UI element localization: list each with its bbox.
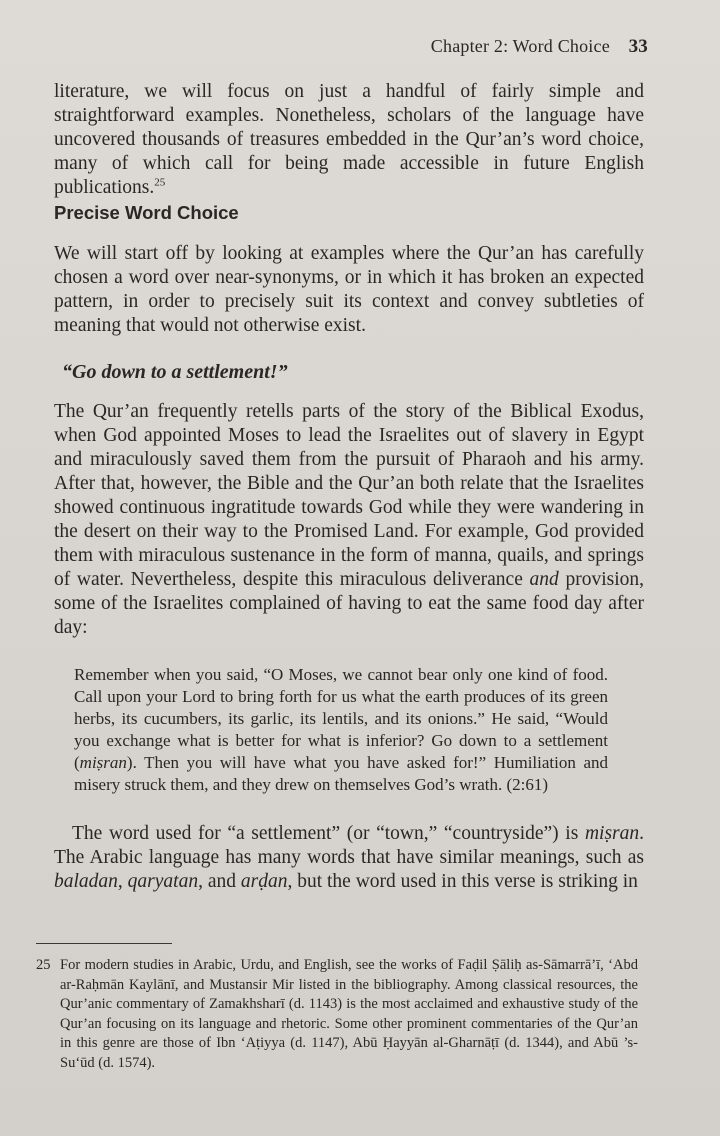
page-number: 33	[628, 36, 648, 57]
analysis-term-ardan: arḍan	[240, 871, 288, 892]
section-heading: Precise Word Choice	[54, 202, 239, 223]
footnote-divider	[36, 943, 172, 944]
analysis-text-3: , but the word used in this verse is striking in	[287, 871, 638, 892]
paragraph-exodus-text-1: The Qur’an frequently retells parts of the story of the Biblical Exodus, when God appointed Moses to lead the Israelites out of slavery in Egypt and miraculously saved them from the pursuit of Pharaoh and his army. After that, however, the Bible and the Qur’an both relate that the Israelites showed continuous ingratitude towards God while they were wandering in the desert on their way to the Promised Land. For example, God provided them with miraculous sustenance in the form of manna, quails, and springs of water. Nevertheless, despite this miraculous deliverance	[54, 401, 644, 590]
analysis-term-qaryatan: qaryatan	[127, 871, 199, 892]
quote-text-1: Remember when you said, “O Moses, we cannot bear only one kind of food. Call upon your Lord to bring forth for us what the earth produces of its green herbs, its cucumbers, its garlic, its lentils, and its onions.” He said, “Would you exchange what is better for what is inferior? Go down to a settlement (	[74, 665, 608, 772]
running-head	[431, 36, 648, 58]
footnote-number: 25	[36, 957, 51, 973]
paragraph-word-analysis	[54, 822, 644, 894]
paragraph-intro-text: literature, we will focus on just a handful of fairly simple and straightforward examples. Nonetheless, scholars of the language have uncovered thousands of treasures embedded in the Qur’an’s word choice, many of which call for being made accessible in future English publications.	[54, 81, 644, 198]
analysis-separator-1: ,	[117, 871, 123, 892]
quote-term: miṣran	[79, 753, 127, 772]
analysis-term-misran: miṣran	[584, 823, 640, 844]
paragraph-exodus	[54, 400, 644, 640]
paragraph-section-intro: We will start off by looking at examples where the Qur’an has carefully chosen a word over near-synonyms, or in which it has broken an expected pattern, in order to precisely suit its context and convey subtleties of meaning that would not otherwise exist.	[54, 243, 644, 336]
chapter-title: Chapter 2: Word Choice	[430, 36, 610, 56]
paragraph-exodus-text-2: provision, some of the Israelites complained of having to eat the same food day after day:	[54, 569, 644, 638]
analysis-term-baladan: baladan	[54, 871, 118, 892]
paragraph-intro	[54, 80, 644, 200]
quote-text-2: ). Then you will have what you have asked for!” Humiliation and misery struck them, and they drew on themselves God’s wrath. (2:61)	[74, 753, 608, 794]
quranic-quote	[74, 664, 608, 796]
subsection-heading: “Go down to a settlement!”	[62, 361, 288, 383]
analysis-text-2: . The Arabic language has many words that have similar meanings, such as	[54, 823, 644, 868]
analysis-text-1: The word used for “a settlement” (or “town,” “countryside”) is	[72, 823, 579, 844]
analysis-separator-2: , and	[198, 871, 236, 892]
paragraph-exodus-emphasis: and	[529, 569, 559, 590]
footnote	[36, 956, 638, 1073]
footnote-text: For modern studies in Arabic, Urdu, and English, see the works of Faḍil Ṣāliḥ as-Sāmarrā’ī, ‘Abd ar-Raḥmān Kaylānī, and Mustansir Mir listed in the bibliography. Among classical resources, the Qur’anic commentary of Zamakhsharī (d. 1143) is the most acclaimed and exhaustive study of the Qur’an focusing on its language and rhetoric. Some other prominent commentaries of the Qur’an in this genre are those of Ibn ‘Aṭiyya (d. 1147), Abū Ḥayyān al-Gharnāṭī (d. 1344), and Abū ’s-Su‘ūd (d. 1574).	[60, 957, 638, 1071]
footnote-reference: 25	[154, 176, 166, 189]
